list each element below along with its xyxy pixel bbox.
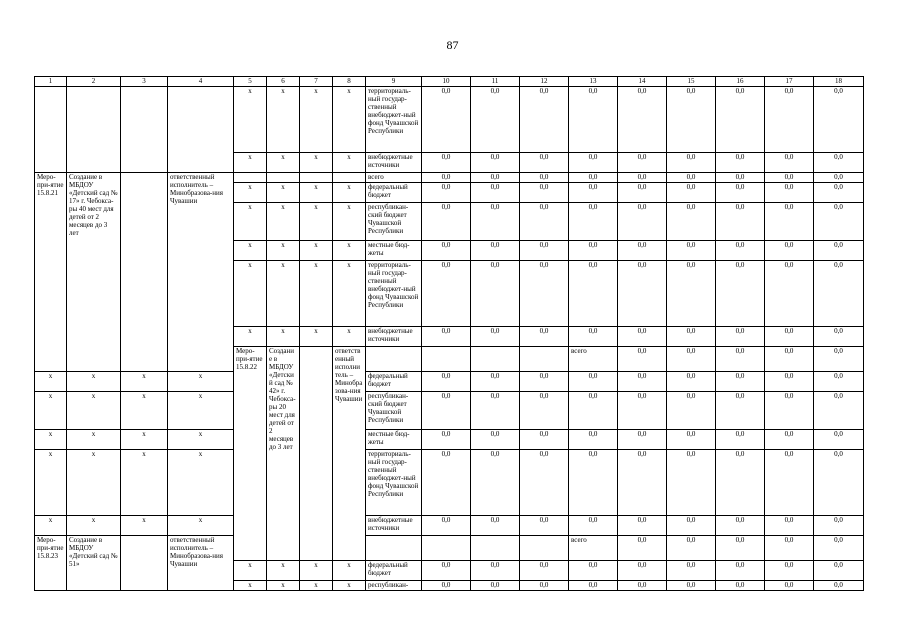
x-mark-cell: x [333, 153, 366, 173]
amount-cell: 0,0 [618, 372, 667, 392]
amount-cell: 0,0 [716, 450, 765, 516]
amount-cell: 0,0 [520, 153, 569, 173]
funding-source-cell: всего [569, 536, 618, 561]
amount-cell: 0,0 [520, 87, 569, 153]
x-mark-cell: x [121, 450, 168, 516]
amount-cell: 0,0 [618, 241, 667, 261]
amount-cell: 0,0 [422, 561, 471, 581]
column-3-cell [300, 347, 333, 561]
x-mark-cell [366, 536, 422, 561]
amount-cell: 0,0 [569, 450, 618, 516]
funding-source-cell: республикан-ский бюджет Чувашской Республики [366, 392, 422, 430]
amount-cell: 0,0 [422, 241, 471, 261]
funding-source-cell: федеральный бюджет [366, 183, 422, 203]
amount-cell: 0,0 [422, 516, 471, 536]
x-mark-cell: x [333, 203, 366, 241]
amount-cell: 0,0 [765, 536, 814, 561]
responsible-cell: ответственный исполнитель – Минобразова-ния Чувашии [168, 173, 234, 372]
x-mark-cell: x [67, 392, 121, 430]
funding-source-cell: федеральный бюджет [366, 372, 422, 392]
x-mark-cell: x [267, 327, 300, 347]
amount-cell: 0,0 [471, 261, 520, 327]
funding-source-cell: внебюджетные источники [366, 153, 422, 173]
column-number: 1 [35, 77, 67, 87]
amount-cell: 0,0 [569, 561, 618, 581]
table-row [35, 516, 864, 536]
x-mark-cell: x [267, 581, 300, 591]
amount-cell: 0,0 [520, 430, 569, 450]
amount-cell: 0,0 [422, 153, 471, 173]
amount-cell: 0,0 [520, 561, 569, 581]
amount-cell: 0,0 [765, 173, 814, 183]
amount-cell: 0,0 [814, 516, 864, 536]
amount-cell: 0,0 [667, 372, 716, 392]
column-numbers-row [35, 77, 864, 87]
x-mark-cell: x [267, 241, 300, 261]
amount-cell: 0,0 [422, 87, 471, 153]
table-row [35, 392, 864, 430]
amount-cell: 0,0 [618, 183, 667, 203]
x-mark-cell [300, 173, 333, 183]
column-number: 16 [716, 77, 765, 87]
amount-cell: 0,0 [422, 392, 471, 430]
amount-cell: 0,0 [618, 450, 667, 516]
x-mark-cell: x [35, 430, 67, 450]
amount-cell: 0,0 [667, 327, 716, 347]
x-mark-cell: x [121, 372, 168, 392]
amount-cell: 0,0 [765, 241, 814, 261]
table-row [35, 430, 864, 450]
x-mark-cell: x [35, 372, 67, 392]
amount-cell: 0,0 [765, 183, 814, 203]
amount-cell: 0,0 [471, 430, 520, 450]
amount-cell: 0,0 [716, 327, 765, 347]
x-mark-cell: x [234, 261, 267, 327]
amount-cell: 0,0 [814, 450, 864, 516]
amount-cell: 0,0 [765, 327, 814, 347]
funding-source-cell: всего [366, 173, 422, 183]
amount-cell: 0,0 [471, 516, 520, 536]
column-number: 12 [520, 77, 569, 87]
column-3-cell [121, 173, 168, 372]
amount-cell: 0,0 [765, 430, 814, 450]
x-mark-cell: x [67, 372, 121, 392]
amount-cell: 0,0 [520, 392, 569, 430]
amount-cell: 0,0 [716, 87, 765, 153]
amount-cell: 0,0 [618, 430, 667, 450]
x-mark-cell: x [267, 261, 300, 327]
amount-cell: 0,0 [569, 516, 618, 536]
x-mark-cell: x [168, 450, 234, 516]
funding-source-cell: территориаль-ный государ-ственный внебюджет-ный фонд Чувашской Республики [366, 261, 422, 327]
amount-cell: 0,0 [569, 183, 618, 203]
measure-name-cell: Создание в МБДОУ «Детский сад № 42» г. Чебокса-ры 20 мест для детей от 2 месяцев до 3 лет [267, 347, 300, 561]
table-row [35, 173, 864, 183]
measure-name-cell: Создание в МБДОУ «Детский сад № 51» [67, 536, 121, 591]
responsible-cell [168, 87, 234, 173]
amount-cell: 0,0 [814, 87, 864, 153]
sub-program-cell: Меро-при-ятие 15.8.22 [234, 347, 267, 561]
amount-cell: 0,0 [422, 450, 471, 516]
amount-cell: 0,0 [471, 327, 520, 347]
x-mark-cell: x [300, 261, 333, 327]
column-3-cell [121, 536, 168, 591]
amount-cell: 0,0 [422, 203, 471, 241]
x-mark-cell [520, 536, 569, 561]
amount-cell: 0,0 [618, 203, 667, 241]
budget-table [34, 76, 864, 591]
funding-source-cell: местные бюд-жеты [366, 241, 422, 261]
funding-source-cell: федеральный бюджет [366, 561, 422, 581]
amount-cell: 0,0 [569, 581, 618, 591]
amount-cell: 0,0 [716, 203, 765, 241]
x-mark-cell: x [333, 561, 366, 581]
amount-cell: 0,0 [618, 581, 667, 591]
column-number: 18 [814, 77, 864, 87]
amount-cell: 0,0 [667, 450, 716, 516]
amount-cell: 0,0 [520, 516, 569, 536]
x-mark-cell: x [234, 561, 267, 581]
amount-cell: 0,0 [471, 450, 520, 516]
amount-cell: 0,0 [765, 392, 814, 430]
x-mark-cell: x [67, 450, 121, 516]
x-mark-cell: x [267, 153, 300, 173]
x-mark-cell [422, 536, 471, 561]
funding-source-cell: территориаль-ный государ-ственный внебюджет-ный фонд Чувашской Республики [366, 450, 422, 516]
x-mark-cell: x [234, 153, 267, 173]
x-mark-cell [471, 347, 520, 372]
x-mark-cell: x [35, 516, 67, 536]
amount-cell: 0,0 [422, 581, 471, 591]
amount-cell: 0,0 [765, 581, 814, 591]
amount-cell: 0,0 [814, 173, 864, 183]
amount-cell: 0,0 [422, 372, 471, 392]
x-mark-cell: x [168, 516, 234, 536]
table-row [35, 536, 864, 561]
amount-cell: 0,0 [569, 87, 618, 153]
responsible-cell: ответственный исполнитель – Минобразова-ния Чувашии [168, 536, 234, 591]
amount-cell: 0,0 [520, 173, 569, 183]
amount-cell: 0,0 [422, 173, 471, 183]
x-mark-cell [267, 173, 300, 183]
amount-cell: 0,0 [471, 372, 520, 392]
amount-cell: 0,0 [569, 153, 618, 173]
x-mark-cell [366, 347, 422, 372]
amount-cell: 0,0 [520, 327, 569, 347]
x-mark-cell: x [67, 430, 121, 450]
amount-cell: 0,0 [667, 347, 716, 372]
amount-cell: 0,0 [618, 261, 667, 327]
x-mark-cell: x [333, 87, 366, 153]
amount-cell: 0,0 [471, 153, 520, 173]
amount-cell: 0,0 [716, 430, 765, 450]
amount-cell: 0,0 [716, 183, 765, 203]
amount-cell: 0,0 [422, 183, 471, 203]
x-mark-cell: x [67, 516, 121, 536]
amount-cell: 0,0 [814, 392, 864, 430]
amount-cell: 0,0 [569, 430, 618, 450]
amount-cell: 0,0 [716, 561, 765, 581]
x-mark-cell: x [300, 241, 333, 261]
x-mark-cell: x [333, 241, 366, 261]
budget-table-body [35, 77, 864, 591]
amount-cell: 0,0 [765, 87, 814, 153]
x-mark-cell: x [300, 327, 333, 347]
amount-cell: 0,0 [716, 536, 765, 561]
amount-cell: 0,0 [716, 372, 765, 392]
page-number: 87 [446, 38, 459, 52]
amount-cell: 0,0 [520, 203, 569, 241]
amount-cell: 0,0 [814, 347, 864, 372]
x-mark-cell: x [267, 203, 300, 241]
x-mark-cell: x [234, 183, 267, 203]
x-mark-cell: x [333, 183, 366, 203]
amount-cell: 0,0 [618, 392, 667, 430]
x-mark-cell: x [234, 241, 267, 261]
amount-cell: 0,0 [618, 347, 667, 372]
funding-source-cell: территориаль-ный государ-ственный внебюджет-ный фонд Чувашской Республики [366, 87, 422, 153]
amount-cell: 0,0 [520, 241, 569, 261]
column-number: 9 [366, 77, 422, 87]
amount-cell: 0,0 [716, 241, 765, 261]
amount-cell: 0,0 [814, 372, 864, 392]
funding-source-cell: всего [569, 347, 618, 372]
x-mark-cell [422, 347, 471, 372]
x-mark-cell [234, 173, 267, 183]
amount-cell: 0,0 [569, 261, 618, 327]
column-number: 10 [422, 77, 471, 87]
funding-source-cell: внебюджетные источники [366, 327, 422, 347]
amount-cell: 0,0 [520, 261, 569, 327]
x-mark-cell: x [35, 392, 67, 430]
amount-cell: 0,0 [667, 430, 716, 450]
amount-cell: 0,0 [422, 327, 471, 347]
x-mark-cell: x [234, 87, 267, 153]
amount-cell: 0,0 [814, 561, 864, 581]
amount-cell: 0,0 [765, 516, 814, 536]
amount-cell: 0,0 [814, 183, 864, 203]
funding-source-cell: республикан- [366, 581, 422, 591]
amount-cell: 0,0 [422, 261, 471, 327]
amount-cell: 0,0 [765, 372, 814, 392]
x-mark-cell: x [333, 327, 366, 347]
x-mark-cell: x [267, 183, 300, 203]
amount-cell: 0,0 [471, 173, 520, 183]
amount-cell: 0,0 [569, 241, 618, 261]
amount-cell: 0,0 [618, 561, 667, 581]
amount-cell: 0,0 [667, 173, 716, 183]
column-number: 15 [667, 77, 716, 87]
amount-cell: 0,0 [814, 430, 864, 450]
x-mark-cell: x [300, 203, 333, 241]
column-number: 3 [121, 77, 168, 87]
amount-cell: 0,0 [814, 536, 864, 561]
column-number: 13 [569, 77, 618, 87]
amount-cell: 0,0 [765, 153, 814, 173]
amount-cell: 0,0 [422, 430, 471, 450]
amount-cell: 0,0 [471, 87, 520, 153]
amount-cell: 0,0 [618, 173, 667, 183]
column-number: 5 [234, 77, 267, 87]
amount-cell: 0,0 [814, 327, 864, 347]
amount-cell: 0,0 [471, 581, 520, 591]
sub-program-cell: Меро-при-ятие 15.8.23 [35, 536, 67, 591]
amount-cell: 0,0 [814, 241, 864, 261]
x-mark-cell: x [267, 561, 300, 581]
x-mark-cell: x [333, 581, 366, 591]
x-mark-cell: x [300, 183, 333, 203]
amount-cell: 0,0 [765, 450, 814, 516]
x-mark-cell [333, 173, 366, 183]
amount-cell: 0,0 [765, 561, 814, 581]
funding-source-cell: республикан-ский бюджет Чувашской Республики [366, 203, 422, 241]
x-mark-cell [520, 347, 569, 372]
x-mark-cell: x [35, 450, 67, 516]
amount-cell: 0,0 [667, 203, 716, 241]
amount-cell: 0,0 [716, 153, 765, 173]
amount-cell: 0,0 [765, 261, 814, 327]
amount-cell: 0,0 [618, 153, 667, 173]
amount-cell: 0,0 [520, 450, 569, 516]
amount-cell: 0,0 [667, 87, 716, 153]
x-mark-cell: x [168, 372, 234, 392]
column-number: 4 [168, 77, 234, 87]
amount-cell: 0,0 [667, 561, 716, 581]
x-mark-cell: x [121, 516, 168, 536]
amount-cell: 0,0 [667, 536, 716, 561]
responsible-cell: ответственный исполнитель – Минобразова-ния Чувашии [333, 347, 366, 561]
amount-cell: 0,0 [716, 581, 765, 591]
x-mark-cell [471, 536, 520, 561]
amount-cell: 0,0 [765, 347, 814, 372]
amount-cell: 0,0 [569, 392, 618, 430]
amount-cell: 0,0 [471, 203, 520, 241]
x-mark-cell: x [121, 392, 168, 430]
amount-cell: 0,0 [471, 392, 520, 430]
amount-cell: 0,0 [716, 516, 765, 536]
column-number: 11 [471, 77, 520, 87]
column-number: 6 [267, 77, 300, 87]
column-number: 2 [67, 77, 121, 87]
table-row [35, 450, 864, 516]
x-mark-cell: x [234, 203, 267, 241]
column-number: 8 [333, 77, 366, 87]
amount-cell: 0,0 [814, 261, 864, 327]
amount-cell: 0,0 [716, 261, 765, 327]
table-row [35, 372, 864, 392]
amount-cell: 0,0 [716, 392, 765, 430]
amount-cell: 0,0 [471, 561, 520, 581]
column-3-cell [121, 87, 168, 173]
table-row [35, 87, 864, 153]
amount-cell: 0,0 [569, 327, 618, 347]
x-mark-cell: x [333, 261, 366, 327]
x-mark-cell: x [300, 581, 333, 591]
sub-program-cell [35, 87, 67, 173]
funding-source-cell: местные бюд-жеты [366, 430, 422, 450]
x-mark-cell: x [234, 327, 267, 347]
amount-cell: 0,0 [569, 203, 618, 241]
amount-cell: 0,0 [716, 347, 765, 372]
measure-name-cell: Создание в МБДОУ «Детский сад № 17» г. Чебокса-ры 40 мест для детей от 2 месяцев до 3 лет [67, 173, 121, 372]
amount-cell: 0,0 [520, 183, 569, 203]
amount-cell: 0,0 [667, 261, 716, 327]
amount-cell: 0,0 [618, 536, 667, 561]
amount-cell: 0,0 [569, 372, 618, 392]
measure-name-cell [67, 87, 121, 173]
amount-cell: 0,0 [667, 153, 716, 173]
amount-cell: 0,0 [471, 183, 520, 203]
amount-cell: 0,0 [814, 153, 864, 173]
x-mark-cell: x [168, 430, 234, 450]
amount-cell: 0,0 [667, 183, 716, 203]
amount-cell: 0,0 [569, 173, 618, 183]
column-number: 14 [618, 77, 667, 87]
x-mark-cell: x [121, 430, 168, 450]
amount-cell: 0,0 [814, 581, 864, 591]
amount-cell: 0,0 [471, 241, 520, 261]
sub-program-cell: Меро-при-ятие 15.8.21 [35, 173, 67, 372]
x-mark-cell: x [267, 87, 300, 153]
funding-source-cell: внебюджетные источники [366, 516, 422, 536]
amount-cell: 0,0 [667, 581, 716, 591]
x-mark-cell: x [234, 581, 267, 591]
column-number: 7 [300, 77, 333, 87]
amount-cell: 0,0 [618, 87, 667, 153]
amount-cell: 0,0 [716, 173, 765, 183]
amount-cell: 0,0 [618, 516, 667, 536]
amount-cell: 0,0 [667, 392, 716, 430]
amount-cell: 0,0 [667, 241, 716, 261]
amount-cell: 0,0 [618, 327, 667, 347]
column-number: 17 [765, 77, 814, 87]
x-mark-cell: x [300, 87, 333, 153]
amount-cell: 0,0 [520, 581, 569, 591]
amount-cell: 0,0 [667, 516, 716, 536]
x-mark-cell: x [300, 561, 333, 581]
x-mark-cell: x [168, 392, 234, 430]
amount-cell: 0,0 [765, 203, 814, 241]
amount-cell: 0,0 [814, 203, 864, 241]
amount-cell: 0,0 [520, 372, 569, 392]
x-mark-cell: x [300, 153, 333, 173]
